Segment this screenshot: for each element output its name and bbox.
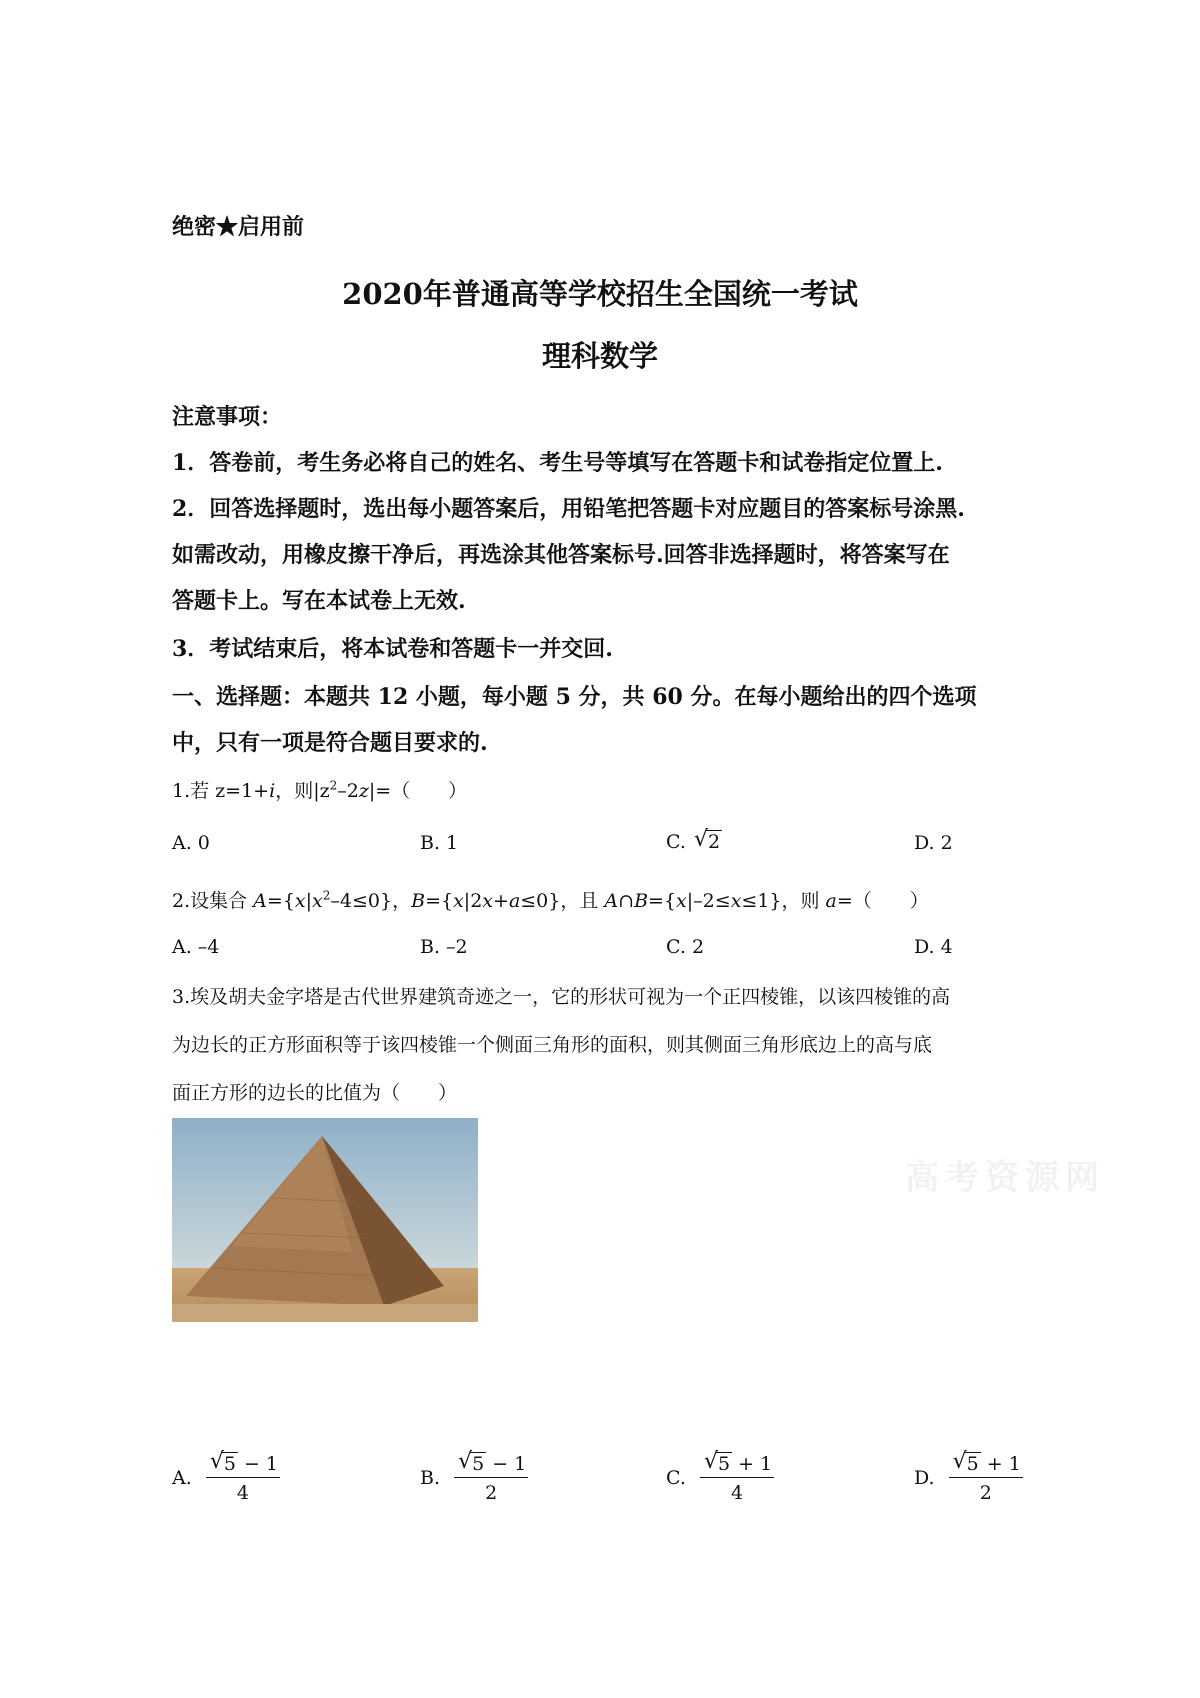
sqrt-symbol: √ 2 — [693, 827, 721, 853]
notice-item-1: 1．答卷前，考生务必将自己的姓名、考生号等填写在答题卡和试卷指定位置上. — [172, 450, 943, 476]
notice-item-2-line-1: 2．回答选择题时，选出每小题答案后，用铅笔把答题卡对应题目的答案标号涂黑. — [172, 496, 965, 522]
question-2-option-d: D. 4 — [914, 936, 953, 958]
notice-item-2-line-3: 答题卡上。写在本试卷上无效. — [172, 588, 466, 614]
fraction: √ 5 + 1 4 — [700, 1452, 774, 1504]
question-3-line-3: 面正方形的边长的比值为（ ） — [172, 1082, 458, 1104]
notice-heading: 注意事项： — [172, 404, 283, 430]
question-2-option-c: C. 2 — [666, 936, 705, 958]
question-3-line-2: 为边长的正方形面积等于该四棱锥一个侧面三角形的面积，则其侧面三角形底边上的高与底 — [172, 1034, 933, 1056]
question-1-option-a: A. 0 — [172, 832, 210, 854]
question-1-stem: 1.若 z=1+i，则$|z^2-2z|=$（ ） — [172, 778, 468, 802]
question-1-option-b: B. 1 — [420, 832, 459, 854]
question-3-option-a: A. √ 5 − 1 4 — [172, 1449, 278, 1504]
question-2-stem: 2.设集合 $A=\{x|x^2-4\le 0\}$，B={x|2x+a≤0}，且 A∩B={x|–2≤x≤1}，则 a=（ ） — [172, 888, 929, 912]
question-1-option-d: D. 2 — [914, 832, 953, 854]
pyramid-photo — [172, 1118, 478, 1322]
question-3-option-b: B. √ 5 − 1 2 — [420, 1449, 527, 1504]
fraction: √ 5 + 1 2 — [949, 1452, 1023, 1504]
exam-subject: 理科数学 — [541, 339, 658, 373]
question-1-option-c: C. √ 2 — [666, 827, 721, 853]
notice-item-2-line-2: 如需改动，用橡皮擦干净后，再选涂其他答案标号.回答非选择题时，将答案写在 — [172, 542, 950, 568]
fraction: √ 5 − 1 2 — [454, 1452, 528, 1504]
secret-label: 绝密★启用前 — [172, 214, 305, 240]
fraction: √ 5 − 1 4 — [206, 1452, 280, 1504]
exam-title: 2020年普通高等学校招生全国统一考试 — [342, 277, 858, 311]
question-2-option-b: B. –2 — [420, 936, 468, 958]
question-3-option-c: C. √ 5 + 1 4 — [666, 1449, 773, 1504]
section-heading-line-1: 一、选择题：本题共 12 小题，每小题 5 分，共 60 分。在每小题给出的四个选项 — [172, 684, 977, 710]
notice-item-3: 3．考试结束后，将本试卷和答题卡一并交回. — [172, 636, 613, 662]
question-3-line-1: 3.埃及胡夫金字塔是古代世界建筑奇迹之一，它的形状可视为一个正四棱锥，以该四棱锥的高 — [172, 986, 951, 1008]
section-heading-line-2: 中，只有一项是符合题目要求的. — [172, 730, 488, 756]
question-3-option-d: D. √ 5 + 1 2 — [914, 1449, 1021, 1504]
foreground-sand — [172, 1304, 478, 1322]
question-2-option-a: A. –4 — [172, 936, 220, 958]
watermark: 高考资源网 — [905, 1158, 1105, 1198]
